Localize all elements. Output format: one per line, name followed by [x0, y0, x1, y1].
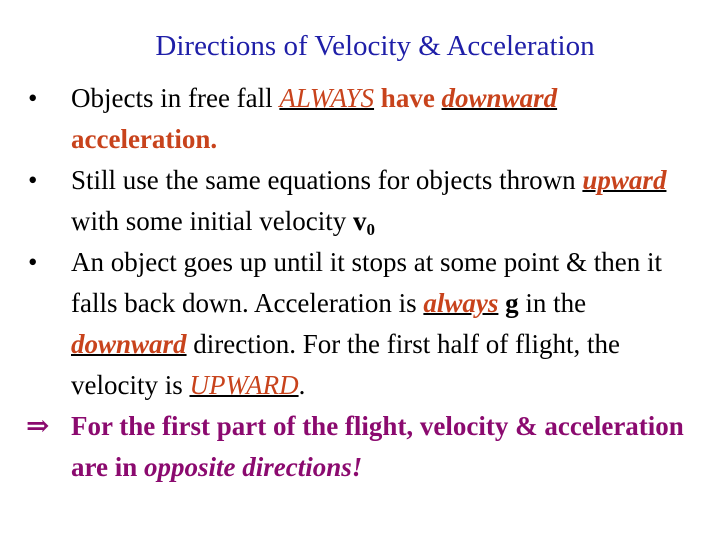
- bullet-dot: •: [28, 247, 38, 277]
- b3-g: g: [505, 288, 519, 318]
- b2-v: v: [352, 206, 367, 236]
- b1-have: have: [374, 83, 442, 113]
- bullet-dot: •: [28, 165, 38, 195]
- b4-opposite: opposite directions!: [144, 452, 363, 482]
- b3-upward: UPWARD: [189, 370, 299, 400]
- bullet-list: [26, 78, 686, 488]
- bullet-item-goes-up: [26, 242, 686, 406]
- b3-downward: downward: [71, 329, 187, 359]
- b1-text: Objects in free fall: [71, 83, 280, 113]
- b3-always: always: [423, 288, 499, 318]
- b4-text: For the first part of the flight, velocity & acceleration are in: [71, 411, 684, 482]
- conclusion-item: [26, 406, 686, 488]
- b3-in-the: in the: [518, 288, 587, 318]
- b1-downward: downward: [441, 83, 558, 113]
- b2-subscript-zero: 0: [366, 220, 375, 239]
- b3-period: .: [298, 370, 306, 400]
- b2-text: Still use the same equations for objects thrown: [71, 165, 583, 195]
- b3-text: An object goes up until it stops at some point & then it falls back down. Acceleration is: [71, 247, 662, 318]
- implies-arrow-icon: ⇒: [26, 411, 50, 442]
- slide-title: Directions of Velocity & Acceleration: [155, 30, 595, 62]
- b2-text-2: with some initial velocity: [71, 206, 353, 236]
- bullet-item-equations: [26, 160, 686, 242]
- b1-always: ALWAYS: [279, 83, 375, 113]
- b2-upward: upward: [582, 165, 667, 195]
- bullet-dot: •: [28, 83, 38, 113]
- b3-text-2: direction. For the first half of flight, the velocity is: [71, 329, 620, 400]
- bullet-item-free-fall: [26, 78, 686, 160]
- b1-acceleration: acceleration.: [71, 124, 218, 154]
